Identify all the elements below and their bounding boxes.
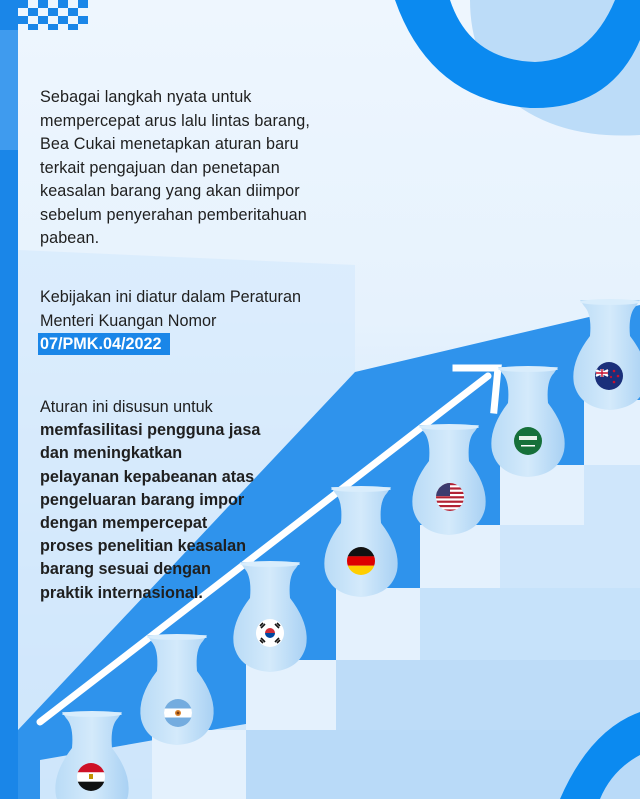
vase-argentina: [140, 634, 213, 745]
intro-line: keasalan barang yang akan diimpor: [40, 182, 300, 200]
regulation-line: Menteri Kuangan Nomor: [40, 311, 217, 330]
argentina-flag-icon: [164, 699, 192, 727]
purpose-bold-line: praktik internasional.: [40, 583, 203, 602]
purpose-bold-line: pelayanan kepabeanan atas: [40, 467, 255, 486]
intro-line: terkait pengajuan dan penetapan: [40, 158, 280, 177]
intro-line: sebelum penyerahan pemberitahuan: [40, 205, 307, 224]
egypt-flag-icon: [77, 763, 105, 791]
purpose-bold-line: proses penelitian keasalan: [40, 537, 247, 556]
purpose-bold-line: pengeluaran barang impor: [40, 490, 245, 509]
south-korea-flag-icon: [256, 619, 284, 647]
purpose-paragraph: [40, 396, 340, 605]
intro-line: pabean.: [40, 229, 100, 247]
germany-flag-icon: [347, 547, 375, 575]
new-zealand-flag-icon: [595, 362, 623, 390]
intro-paragraph: [40, 86, 370, 251]
intro-line: Sebagai langkah nyata untuk: [40, 88, 252, 106]
vase-usa: [412, 424, 485, 535]
vase-new-zealand: [573, 299, 640, 410]
purpose-bold-line: barang sesuai dengan: [40, 560, 211, 579]
purpose-bold-line: dengan mempercepat: [40, 514, 208, 533]
purpose-lead: Aturan ini disusun untuk: [40, 398, 213, 416]
vase-saudi-arabia: [491, 366, 564, 477]
regulation-paragraph: [40, 286, 370, 357]
purpose-bold-line: memfasilitasi pengguna jasa: [40, 421, 261, 440]
intro-line: Bea Cukai menetapkan aturan baru: [40, 135, 299, 153]
purpose-bold-line: dan meningkatkan: [40, 444, 183, 463]
regulation-line: Kebijakan ini diatur dalam Peraturan: [40, 288, 301, 306]
regulation-number-badge: 07/PMK.04/2022: [38, 333, 170, 355]
intro-line: mempercepat arus lalu lintas barang,: [40, 111, 310, 130]
saudi-arabia-flag-icon: [514, 427, 542, 455]
